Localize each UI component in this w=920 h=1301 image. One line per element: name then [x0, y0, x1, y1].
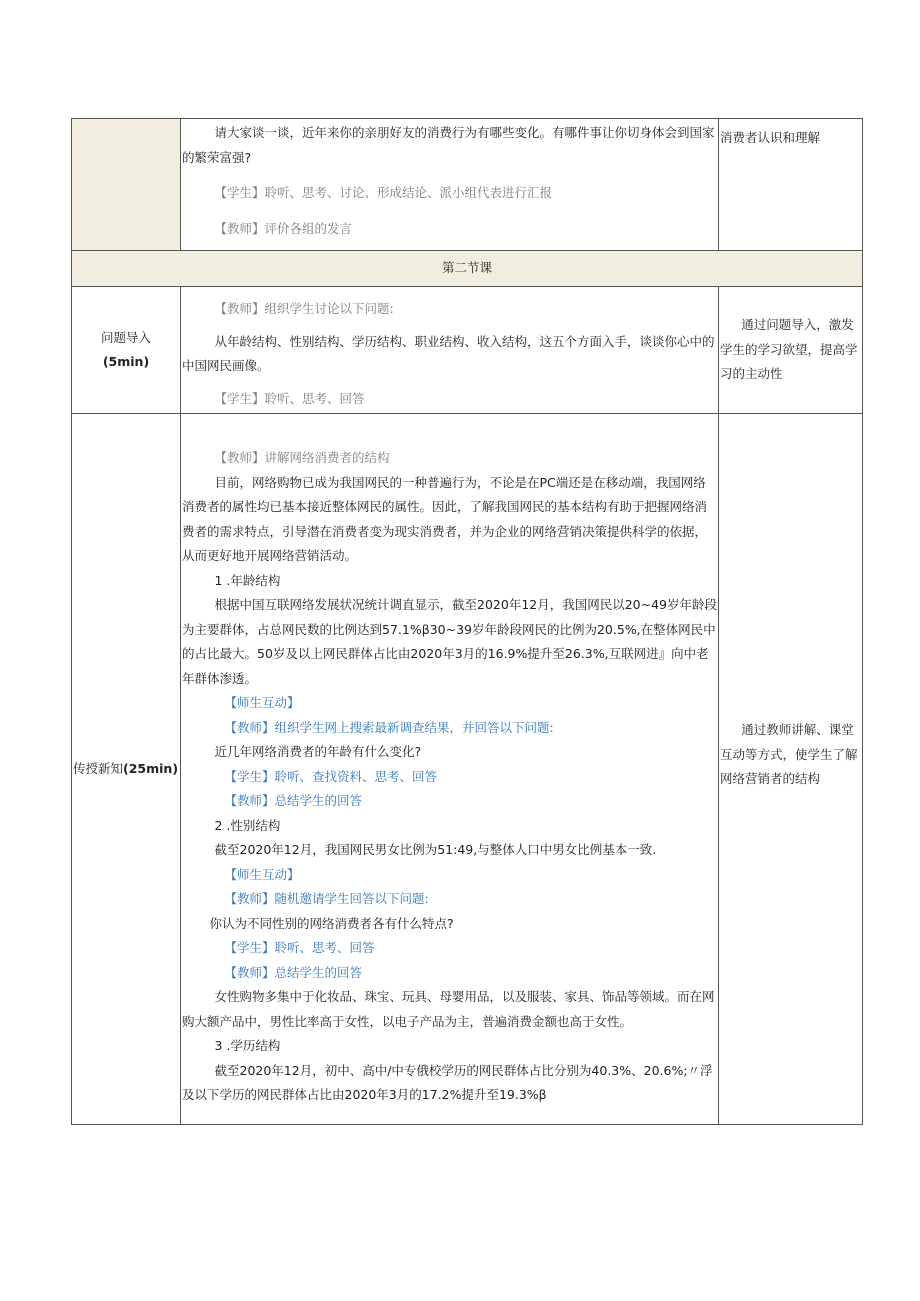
- row3-label-cell: [72, 414, 181, 1125]
- gender-question: 你认为不同性别的网络消费者各有什么特点?: [209, 915, 454, 931]
- row1-content-cell: [181, 119, 719, 251]
- row2-label-cell: [72, 287, 181, 414]
- row1-note: 消费者认识和理解: [720, 130, 821, 145]
- row2-time: (5min): [102, 354, 150, 369]
- row-discussion: [72, 119, 863, 251]
- teacher-summary-1: 【教师】总结学生的回答: [224, 793, 363, 808]
- student-respond: 【学生】聆听、思考、回答: [214, 390, 365, 406]
- section-header-row: [72, 251, 863, 287]
- gender-detail-paragraph: 女性购物多集中于化妆品、珠宝、玩具、母婴用品，以及服装、家具、饰品等领域。而在网购大额产品中，男性比率高于女性，以电子产品为主，普遍消费金额也高于女性。: [182, 989, 715, 1029]
- discussion-question: 请大家谈一谈，近年来你的亲朋好友的消费行为有哪些变化。有哪件事让你切身体会到国家的繁荣富强?: [182, 125, 715, 165]
- row3-content-cell: [181, 414, 719, 1125]
- teacher-search-task: 【教师】组织学生网上搜索最新调查结果，并回答以下问题:: [224, 719, 554, 735]
- student-answer: 【学生】聆听、思考、回答: [224, 940, 375, 955]
- row-new-knowledge: [72, 414, 863, 1125]
- interaction-tag-2: 【师生互动】: [224, 866, 300, 882]
- heading-age: 1 .年龄结构: [214, 572, 281, 588]
- lesson-plan-table: [71, 118, 863, 1125]
- age-question: 近几年网络消费者的年龄有什么变化?: [214, 744, 422, 759]
- row-question-intro: [72, 287, 863, 414]
- interaction-tag-1: 【师生互动】: [224, 695, 300, 710]
- row2-label: 问题导入: [100, 329, 151, 345]
- education-paragraph: 截至2020年12月，初中、高中/中专俄校学历的网民群体占比分别为40.3%、20.6%;〃浮及以下学历的网民群体占比由2020年3月的17.2%提升至19.3%β: [182, 1062, 713, 1102]
- teacher-invite: 【教师】随机邀请学生回答以下问题:: [224, 891, 429, 906]
- row2-content-cell: [181, 287, 719, 414]
- discussion-topic: 从年龄结构、性别结构、学历结构、职业结构、收入结构，这五个方面入手，谈谈你心中的中国网民画像。: [182, 333, 715, 373]
- teacher-explain: 【教师】讲解网络消费者的结构: [214, 450, 390, 465]
- row1-note-cell: [719, 119, 863, 251]
- row3-note-cell: [719, 414, 863, 1125]
- gender-paragraph: 截至2020年12月，我国网民男女比例为51:49,与整体人口中男女比例基本一致.: [214, 842, 657, 857]
- student-activity: 【学生】聆听、思考、讨论、形成结论、派小组代表进行汇报: [214, 185, 553, 200]
- student-research: 【学生】聆听、查找资料、思考、回答: [224, 768, 438, 784]
- row2-note-cell: [719, 287, 863, 414]
- heading-gender: 2 .性别结构: [214, 817, 281, 833]
- heading-education: 3 .学历结构: [214, 1038, 281, 1053]
- row3-note: 通过教师讲解、课堂互动等方式，使学生了解网络营销者的结构: [720, 722, 858, 787]
- teacher-summary-2: 【教师】总结学生的回答: [224, 964, 363, 980]
- row2-note: 通过问题导入，激发学生的学习欲望，提高学习的主动性: [720, 317, 858, 382]
- row3-label: 传授新知: [73, 760, 124, 776]
- intro-paragraph: 目前，网络购物已成为我国网民的一种普遍行为，不论是在PC端还是在移动端，我国网络消费者的属性均已基本接近整体网民的属性。因此，了解我国网民的基本结构有助于把握网络消费者的需求特点，引导潜在消费者变为现实消费者，并为企业的网络营销决策提供科学的依据，从而更好地开展网络营销活动。: [182, 474, 708, 563]
- age-paragraph: 根据中国互联网络发展状况统计调直显示，截至2020年12月，我国网民以20~49岁年龄段为主要群体，占总网民数的比例达到57.1%β30~39岁年龄段网民的比例为20.5%,在整体网民中的占比最大。50岁及以上网民群体占比由2020年3月的16.9%提升至26.3%,互联网进』向中老年群体渗透。: [182, 597, 718, 686]
- row3-time: (25min): [123, 760, 179, 776]
- section-title: 第二节课: [72, 251, 863, 287]
- row1-label-cell: [72, 119, 181, 251]
- teacher-activity: 【教师】评价各组的发言: [214, 220, 353, 236]
- teacher-organize: 【教师】组织学生讨论以下问题:: [214, 301, 394, 316]
